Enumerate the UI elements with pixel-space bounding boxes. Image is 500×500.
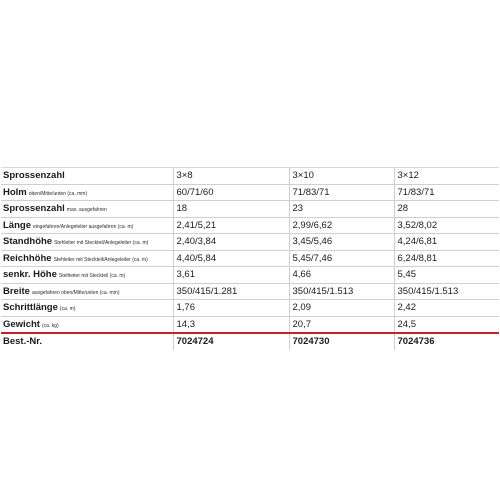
row-label-cell bbox=[1, 283, 173, 300]
row-sublabel: ausgefahren oben/Mitte/unten (ca. mm) bbox=[31, 289, 120, 296]
table-row bbox=[1, 217, 499, 234]
row-sublabel: Stehleiter mit Steckteil/Anlegeleiter (ca. m) bbox=[53, 256, 148, 263]
cell-value: 4,66 bbox=[289, 267, 394, 284]
spec-table bbox=[1, 167, 499, 350]
order-label-cell bbox=[1, 333, 173, 350]
row-label-cell bbox=[1, 234, 173, 251]
cell-value: 2,99/6,62 bbox=[289, 217, 394, 234]
column-header-1: 3×8 bbox=[173, 168, 289, 185]
row-label: Breite bbox=[3, 285, 30, 297]
row-sublabel: eingefahren/Anlegeleiter ausgefahren (ca. m) bbox=[32, 223, 134, 230]
row-label: Gewicht bbox=[3, 318, 40, 330]
order-number: 7024724 bbox=[173, 333, 289, 350]
order-number: 7024736 bbox=[397, 336, 435, 347]
row-label-cell bbox=[1, 201, 173, 218]
cell-value: 350/415/1.513 bbox=[394, 283, 499, 300]
table-row bbox=[1, 316, 499, 333]
cell-value: 71/83/71 bbox=[289, 184, 394, 201]
cell-value: 3,45/5,46 bbox=[289, 234, 394, 251]
cell-value: 6,24/8,81 bbox=[394, 250, 499, 267]
row-sublabel: Stehleiter mit Steckteil/Anlegeleiter (ca. m) bbox=[54, 240, 149, 246]
cell-value: 4,40/5,84 bbox=[173, 250, 289, 267]
row-label: Reichhöhe bbox=[3, 252, 52, 264]
order-number-row bbox=[1, 333, 499, 350]
row-label-cell bbox=[1, 267, 173, 284]
order-number: 7024730 bbox=[289, 333, 394, 350]
cell-value: 350/415/1.513 bbox=[289, 283, 394, 300]
cell-value: 24,5 bbox=[394, 316, 499, 333]
row-label-cell bbox=[1, 316, 173, 333]
cell-value: 20,7 bbox=[289, 316, 394, 333]
table-row bbox=[1, 283, 499, 300]
cell-value: 3,52/8,02 bbox=[394, 217, 499, 234]
row-sublabel: Stehleiter mit Steckteil (ca. m) bbox=[58, 273, 126, 279]
column-header-2: 3×10 bbox=[289, 168, 394, 185]
row-label: Schrittlänge bbox=[3, 302, 58, 313]
table-row bbox=[1, 300, 499, 317]
cell-value: 28 bbox=[394, 201, 499, 218]
row-label: Sprossenzahl bbox=[3, 203, 65, 214]
row-sublabel: (ca. m) bbox=[59, 306, 76, 312]
cell-value: 71/83/71 bbox=[394, 184, 499, 201]
row-label-cell bbox=[1, 217, 173, 234]
table-row bbox=[1, 250, 499, 267]
cell-value: 2,40/3,84 bbox=[173, 234, 289, 251]
row-label-cell bbox=[1, 300, 173, 317]
table-row bbox=[1, 201, 499, 218]
cell-value: 2,42 bbox=[394, 300, 499, 317]
row-sublabel: oben/Mitte/unten (ca. mm) bbox=[28, 190, 88, 197]
cell-value: 23 bbox=[289, 201, 394, 218]
cell-value: 2,09 bbox=[289, 300, 394, 317]
cell-value: 5,45/7,46 bbox=[289, 250, 394, 267]
cell-value: 1,76 bbox=[173, 300, 289, 317]
cell-value: 18 bbox=[173, 201, 289, 218]
table-header-row bbox=[1, 168, 499, 185]
row-sublabel: max. ausgefahren bbox=[66, 207, 107, 213]
cell-value: 14,3 bbox=[173, 316, 289, 333]
header-label: Sprossenzahl bbox=[3, 170, 65, 181]
header-label-cell bbox=[1, 168, 173, 185]
table-row bbox=[1, 234, 499, 251]
table-row bbox=[1, 267, 499, 284]
cell-value: 2,41/5,21 bbox=[173, 217, 289, 234]
row-label-cell bbox=[1, 184, 173, 201]
cell-value: 350/415/1.281 bbox=[173, 283, 289, 300]
cell-value: 4,24/6,81 bbox=[394, 234, 499, 251]
cell-value: 5,45 bbox=[394, 267, 499, 284]
table-row bbox=[1, 184, 499, 201]
row-label: Holm bbox=[3, 186, 27, 198]
cell-value: 60/71/60 bbox=[173, 184, 289, 201]
column-header-3: 3×12 bbox=[394, 168, 499, 185]
row-label: senkr. Höhe bbox=[3, 269, 57, 280]
row-label: Standhöhe bbox=[3, 236, 53, 247]
cell-value: 3,61 bbox=[173, 267, 289, 284]
row-label: Länge bbox=[3, 219, 31, 231]
order-label: Best.-Nr. bbox=[3, 336, 43, 347]
row-sublabel: (ca. kg) bbox=[41, 322, 59, 329]
row-label-cell bbox=[1, 250, 173, 267]
